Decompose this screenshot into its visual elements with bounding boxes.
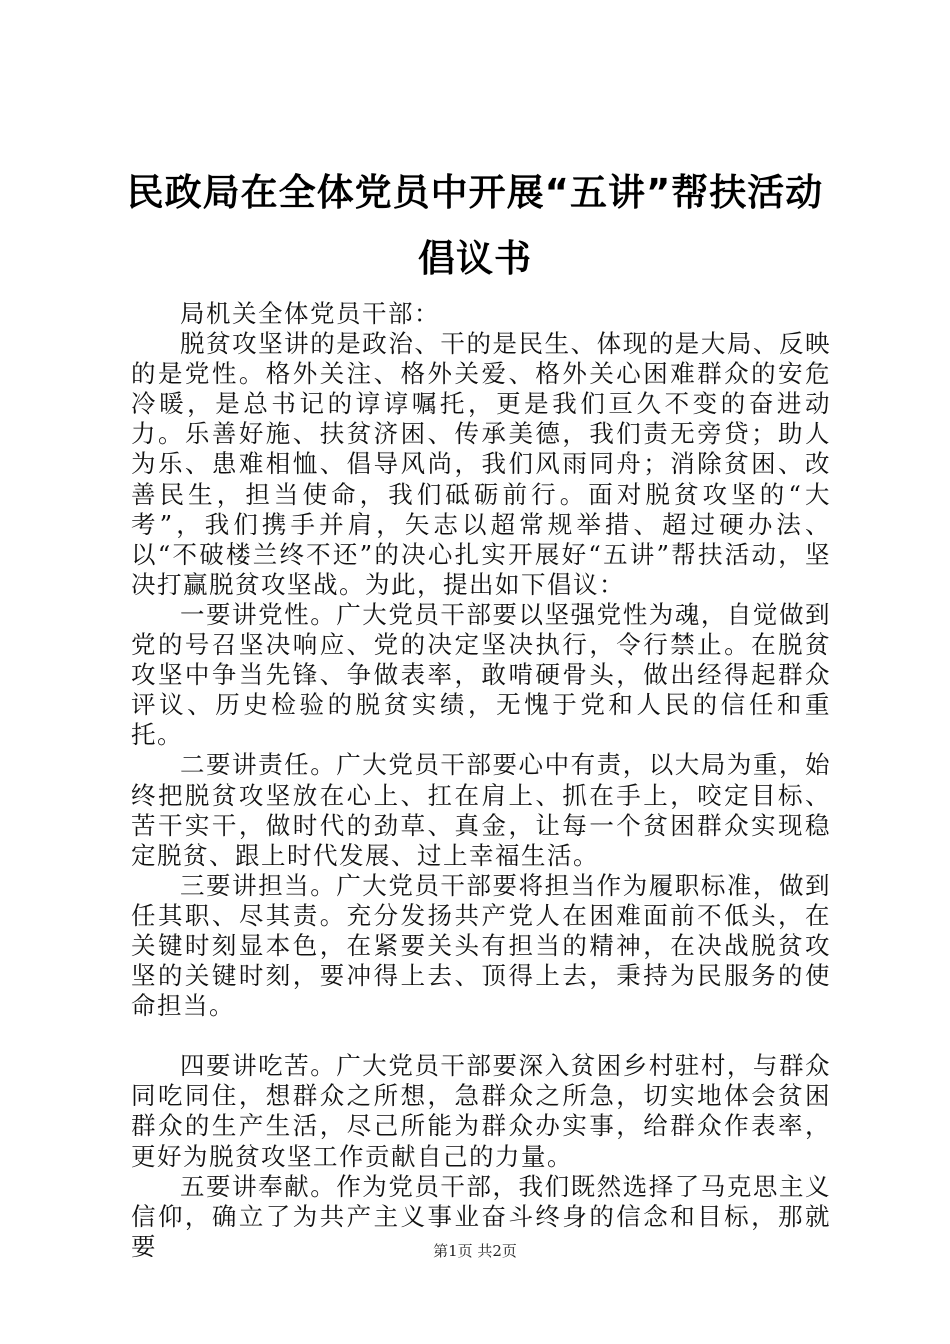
paragraph-hardship: 四要讲吃苦。广大党员干部要深入贫困乡村驻村，与群众同吃同住，想群众之所想，急群众之所急，切实地体会贫困群众的生产生活，尽己所能为群众办实事，给群众作表率，更好为脱贫攻坚工作贡献自己的力量。 <box>131 1051 831 1171</box>
document-title: 民政局在全体党员中开展“五讲”帮扶活动倡议书 <box>126 171 824 280</box>
page-number-footer: 第1页 共2页 <box>433 1242 517 1260</box>
paragraph-responsibility: 二要讲责任。广大党员干部要心中有责，以大局为重，始终把脱贫攻坚放在心上、扛在肩上、抓在手上，咬定目标、苦干实干，做时代的劲草、真金，让每一个贫困群众实现稳定脱贫、跟上时代发展、过上幸福生活。 <box>131 750 831 870</box>
document-body <box>131 299 831 1262</box>
paragraph-dedication: 五要讲奉献。作为党员干部，我们既然选择了马克思主义信仰，确立了为共产主义事业奋斗终身的信念和目标，那就要 <box>131 1171 831 1261</box>
salutation: 局机关全体党员干部： <box>180 299 440 328</box>
paragraph-party-spirit: 一要讲党性。广大党员干部要以坚强党性为魂，自觉做到党的号召坚决响应、党的决定坚决执行，令行禁止。在脱贫攻坚中争当先锋、争做表率，敢啃硬骨头，做出经得起群众评议、历史检验的脱贫实绩，无愧于党和人民的信任和重托。 <box>131 599 831 750</box>
paragraph-intro: 脱贫攻坚讲的是政治、干的是民生、体现的是大局、反映的是党性。格外关注、格外关爱、格外关心困难群众的安危冷暖，是总书记的谆谆嘱托，更是我们亘久不变的奋进动力。乐善好施、扶贫济困、传承美德，我们责无旁贷；助人为乐、患难相恤、倡导风尚，我们风雨同舟；消除贫困、改善民生，担当使命，我们砥砺前行。面对脱贫攻坚的“大考”，我们携手并肩，矢志以超常规举措、超过硬办法、以“不破楼兰终不还”的决心扎实开展好“五讲”帮扶活动，坚决打赢脱贫攻坚战。为此，提出如下倡议： <box>131 329 831 599</box>
paragraph-responsibility-taking: 三要讲担当。广大党员干部要将担当作为履职标准，做到任其职、尽其责。充分发扬共产党人在困难面前不低头，在关键时刻显本色，在紧要关头有担当的精神，在决战脱贫攻坚的关键时刻，要冲得上去、顶得上去，秉持为民服务的使命担当。 <box>131 870 831 1021</box>
